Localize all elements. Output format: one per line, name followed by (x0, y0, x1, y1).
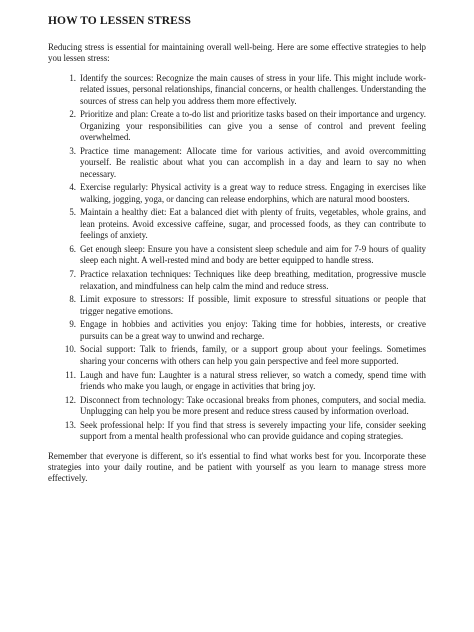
item-number: 8. (69, 294, 76, 305)
list-item (48, 420, 426, 443)
item-number: 4. (69, 182, 76, 193)
item-text: Practice relaxation techniques: Techniques like deep breathing, meditation, progressive muscle relaxation, and mindfulness can help calm the mind and reduce stress. (80, 269, 426, 291)
item-number: 1. (69, 72, 76, 83)
list-item (48, 73, 426, 107)
item-text: Limit exposure to stressors: If possible, limit exposure to stressful situations or people that trigger negative emotions. (80, 294, 426, 316)
list-item (48, 395, 426, 418)
item-number: 13. (64, 419, 76, 430)
list-item (48, 344, 426, 367)
list-item (48, 207, 426, 241)
closing-paragraph: Remember that everyone is different, so it's essential to find what works best for you. Incorporate these strategies into your daily routine, and be patient with yourself as you learn to manage stress more effectively. (48, 450, 426, 484)
item-number: 9. (69, 319, 76, 330)
list-item (48, 244, 426, 267)
item-text: Maintain a healthy diet: Eat a balanced diet with plenty of fruits, vegetables, whole grains, and lean proteins. Avoid excessive caffeine, sugar, and processed foods, as they can contribute to feelings of anxiety. (80, 207, 426, 241)
list-item (48, 269, 426, 292)
item-number: 7. (69, 269, 76, 280)
item-text: Practice time management: Allocate time for various activities, and avoid overcommitting yourself. Be realistic about what you can accomplish in a day and learn to say no when necessary. (80, 145, 426, 179)
list-item (48, 294, 426, 317)
intro-paragraph: Reducing stress is essential for maintaining overall well-being. Here are some effective strategies to help you lessen stress: (48, 42, 426, 64)
list-item (48, 146, 426, 180)
item-number: 10. (64, 344, 76, 355)
item-number: 11. (65, 369, 76, 380)
item-text: Get enough sleep: Ensure you have a consistent sleep schedule and aim for 7-9 hours of quality sleep each night. A well-rested mind and body are better equipped to handle stress. (80, 243, 426, 266)
list-item (48, 109, 426, 143)
list-item (48, 182, 426, 205)
strategy-list (48, 73, 426, 443)
item-number: 6. (69, 243, 76, 254)
item-text: Engage in hobbies and activities you enjoy: Taking time for hobbies, interests, or creative pursuits can be a great way to unwind and recharge. (80, 319, 426, 341)
item-text: Laugh and have fun: Laughter is a natural stress reliever, so watch a comedy, spend time with friends who make you laugh, or engage in activities that bring joy. (80, 369, 426, 391)
item-text: Prioritize and plan: Create a to-do list and prioritize tasks based on their importance and urgency. Organizing your responsibilities can give you a sense of control and prevent feeling overwhelmed. (80, 109, 426, 143)
item-number: 12. (64, 394, 76, 405)
document-title: HOW TO LESSEN STRESS (48, 15, 191, 27)
item-text: Exercise regularly: Physical activity is a great way to reduce stress. Engaging in exercises like walking, jogging, yoga, or dancing can release endorphins, which are natural mood boosters. (80, 182, 426, 204)
item-text: Identify the sources: Recognize the main causes of stress in your life. This might include work-related issues, personal relationships, financial concerns, or health challenges. Understanding the sources of stress can help you address them more effectively. (80, 72, 426, 106)
item-text: Social support: Talk to friends, family, or a support group about your feelings. Sometimes sharing your concerns with others can help you gain perspective and feel more supported. (80, 344, 426, 366)
item-text: Disconnect from technology: Take occasional breaks from phones, computers, and social media. Unplugging can help you be more present and reduce stress caused by information overload. (80, 394, 426, 417)
item-text: Seek professional help: If you find that stress is severely impacting your life, consider seeking support from a mental health professional who can provide guidance and coping strategies. (80, 419, 426, 442)
item-number: 3. (69, 145, 76, 156)
item-number: 5. (69, 207, 76, 218)
item-number: 2. (69, 109, 76, 120)
list-item (48, 319, 426, 342)
list-item (48, 370, 426, 393)
